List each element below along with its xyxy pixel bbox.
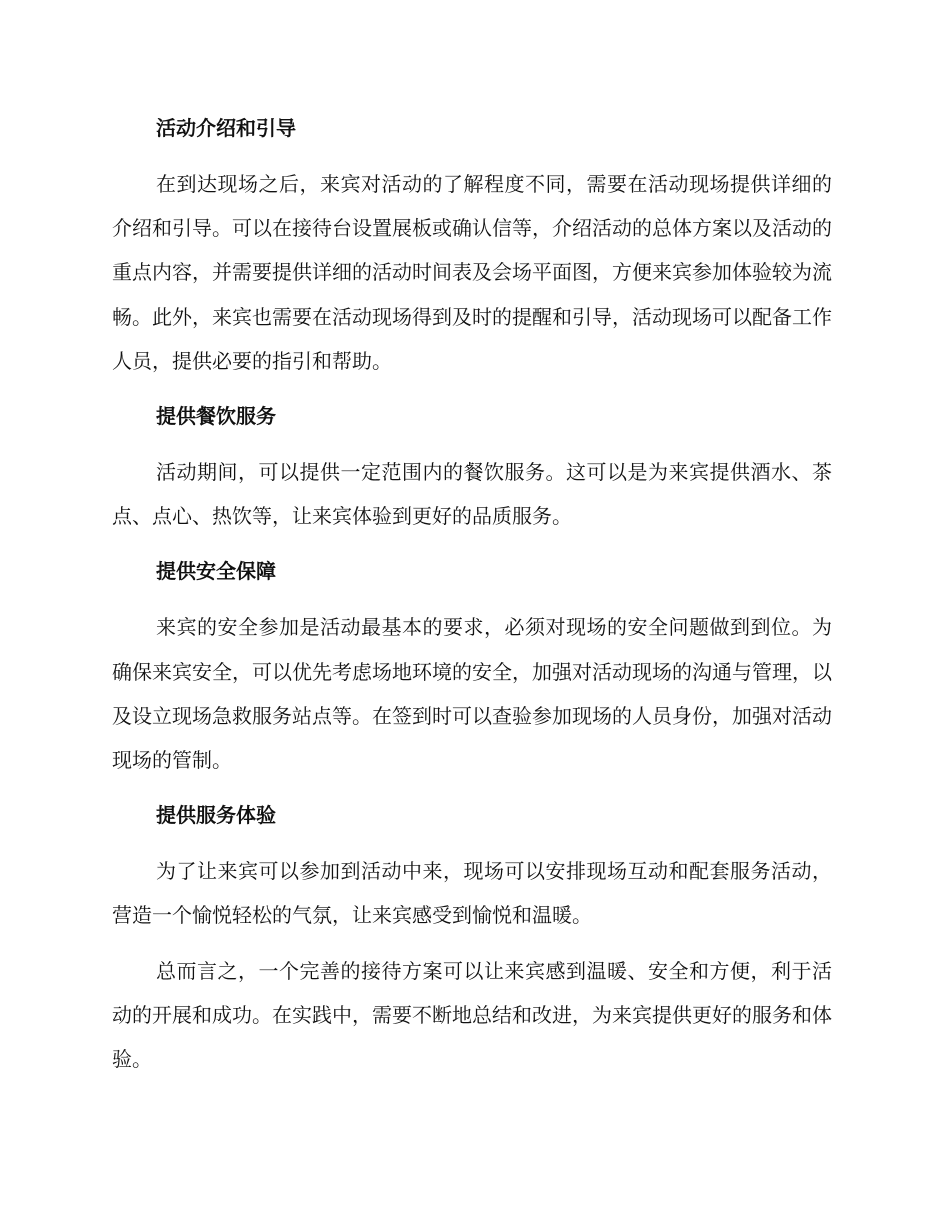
paragraph: 在到达现场之后，来宾对活动的了解程度不同，需要在活动现场提供详细的介绍和引导。可以在接待台设置展板或确认信等，介绍活动的总体方案以及活动的重点内容，并需要提供详细的活动时间表及会场平面图，方便来宾参加体验较为流畅。此外，来宾也需要在活动现场得到及时的提醒和引导，活动现场可以配备工作人员，提供必要的指引和帮助。 <box>112 172 832 373</box>
section-heading: 活动介绍和引导 <box>156 116 296 140</box>
section-heading: 提供安全保障 <box>156 559 276 584</box>
paragraph: 总而言之，一个完善的接待方案可以让来宾感到温暖、安全和方便，利于活动的开展和成功。在实践中，需要不断地总结和改进，为来宾提供更好的服务和体验。 <box>112 958 832 1072</box>
paragraph: 活动期间，可以提供一定范围内的餐饮服务。这可以是为来宾提供酒水、茶点、点心、热饮等，让来宾体验到更好的品质服务。 <box>112 460 832 529</box>
paragraph: 为了让来宾可以参加到活动中来，现场可以安排现场互动和配套服务活动，营造一个愉悦轻松的气氛，让来宾感受到愉悦和温暖。 <box>112 859 832 928</box>
document-page <box>112 106 832 1092</box>
paragraph: 来宾的安全参加是活动最基本的要求，必须对现场的安全问题做到到位。为确保来宾安全，可以优先考虑场地环境的安全，加强对活动现场的沟通与管理，以及设立现场急救服务站点等。在签到时可以查验参加现场的人员身份，加强对活动现场的管制。 <box>112 615 832 773</box>
section-heading: 提供餐饮服务 <box>156 404 276 429</box>
section-heading: 提供服务体验 <box>156 803 276 828</box>
